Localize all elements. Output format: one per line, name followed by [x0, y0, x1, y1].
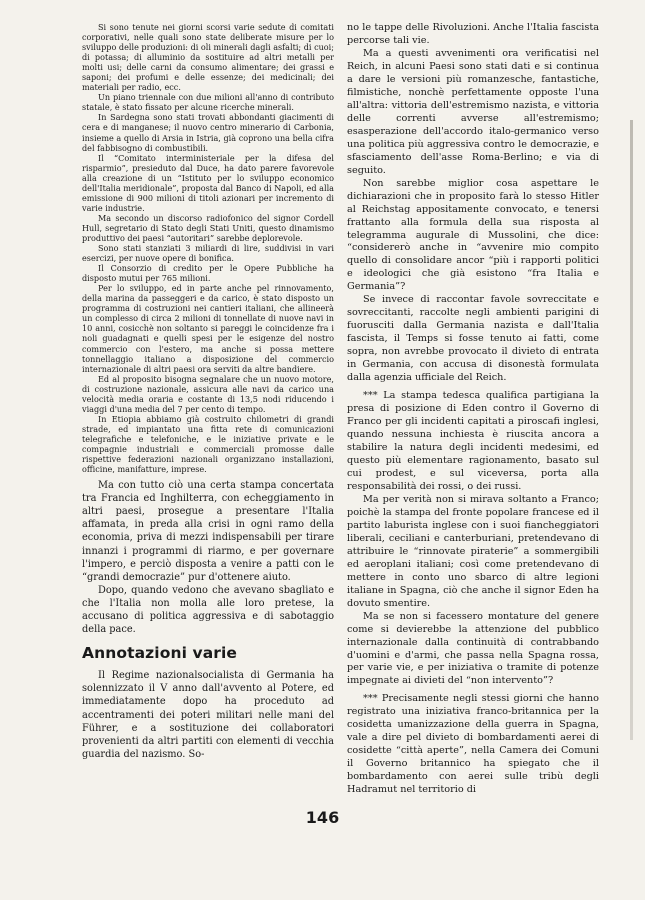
page-number: 146	[305, 808, 340, 827]
paragraph: *** Precisamente negli stessi giorni che hanno registrato una iniziativa franco-britannica per la cosidetta umanizzazione della guerra in Spagna, vale a dire pel divieto di bombardamenti aerei di cosidette “città aperte”, nella Camera dei Comuni il Governo britannico ha spiegato che il bombardamento con aerei sulle tribù degli Hadramut nel territorio di	[347, 693, 599, 796]
right-column	[347, 22, 599, 797]
paragraph: Ma con tutto ciò una certa stampa concertata tra Francia ed Inghilterra, con echeggiamento in altri paesi, prosegue a presentare l'Italia affamata, in preda alla crisi in ogni ramo della economia, priva di mezzi indispensabili per tirare innanzi i programmi di riarmo, e per governare l'impero, e perciò disposta a venire a patti con le “grandi democrazie” pur d'ottenere aiuto.	[82, 480, 334, 583]
paragraph: Sono stati stanziati 3 miliardi di lire, suddivisi in vari esercizi, per nuove opere di bonifica.	[82, 243, 334, 264]
paragraph: Ma se non si facessero montature del genere come si devierebbe la attenzione del pubblico internazionale dalla continuità di contrabbando d'uomini e d'armi, che passa nella Spagna rossa, per varie vie, e per iniziativa o tramite di potenze impegnate ai divieti del “non intervento”?	[347, 610, 599, 687]
paragraph: In Etiopia abbiamo già costruito chilometri di grandi strade, ed impiantato una fitta rete di comunicazioni telegrafiche e telefoniche, e le iniziative private e le compagnie industriali e commerciali promosse dalle rispettive federazioni nazionali organizzano installazioni, officine, manifatture, imprese.	[82, 413, 334, 475]
paragraph: In Sardegna sono stati trovati abbondanti giacimenti di cera e di manganese; il nuovo centro minerario di Carbonia, insieme a quello di Arsia in Istria, già coprono una bella cifra del fabbisogno di combustibili.	[82, 112, 334, 153]
left-column	[82, 22, 334, 761]
paragraph: Per lo sviluppo, ed in parte anche pel rinnovamento, della marina da passeggeri e da carico, è stato disposto un programma di costruzioni nei cantieri italiani, che allineerà un complesso di circa 2 milioni di tonnellate di nuove navi in 10 anni, cosicchè non soltanto si pareggi le coincidenze fra i noli guadagnati e quelli spesi per le esigenze del nostro commercio con l'estero, ma anche si possa mettere tonnellaggio italiano a disposizione del commercio internazionale di altri paesi ora serviti da altre bandiere.	[82, 283, 334, 374]
paragraph: Dopo, quando vedono che avevano sbagliato e che l'Italia non molla alle loro pretese, la accusano di politica aggressiva e di sabotaggio della pace.	[82, 584, 334, 636]
paragraph: Ma per verità non si mirava soltanto a Franco; poichè la stampa del fronte popolare francese ed il partito laburista inglese con i suoi fiancheggiatori liberali, ceciliani e canterburiani, pretendevano di attribuire le “rinnovate piraterie” a sommergibili ed aeroplani italiani; così come pretendevano di mettere in conto uno sbarco di altre legioni italiane in Spagna, ciò che anche il signor Eden ha dovuto smentire.	[347, 493, 599, 609]
paragraph: Si sono tenute nei giorni scorsi varie sedute di comitati corporativi, nelle quali sono state deliberate misure per lo sviluppo delle produzioni: di oli minerali dagli asfalti; di cuoi; di potassa; di alluminio da sostituire ad altri metalli per molti usi; delle carni da consumo alimentare; dei grassi e saponi; dei profumi e delle essenze; dei medicinali; dei materiali per radio, ecc.	[82, 22, 334, 93]
paragraph: *** La stampa tedesca qualifica partigiana la presa di posizione di Eden contro il Governo di Franco per gli incidenti capitati a piroscafi inglesi, quando nessuna inchiesta è riuscita ancora a stabilire la natura degli incidenti medesimi, ed questo più elementare ragionamento, basato sul cui prodest, e sul viceversa, porta alla responsabilità dei rossi, o dei russi.	[347, 390, 599, 492]
section-heading: Annotazioni varie	[82, 644, 238, 663]
paragraph: Un piano triennale con due milioni all'anno di contributo statale, è stato fissato per alcune ricerche minerali.	[82, 92, 334, 113]
paragraph: Se invece di raccontar favole sovreccitate e sovreccitanti, raccolte negli ambienti parigini di fuorusciti dalla Germania nazista e dall'Italia fascista, il Temps si fosse tenuto ai fatti, come sopra, non avrebbe provocato il divieto di entrata in Germania, con accusa di disonestà formulata dalla agenzia ufficiale del Reich.	[347, 294, 599, 384]
paragraph: Il “Comitato interministeriale per la difesa del risparmio”, presieduto dal Duce, ha dato parere favorevole alla creazione di un “Istituto per lo sviluppo economico dell'Italia meridionale”, proposta dal Banco di Napoli, ed alla emissione di 900 milioni di titoli azionari per incremento di varie industrie.	[82, 152, 334, 213]
scan-edge-divider	[630, 120, 633, 740]
paragraph: no le tappe delle Rivoluzioni. Anche l'Italia fascista percorse tali vie.	[347, 22, 599, 46]
paragraph: Il Regime nazionalsocialista di Germania ha solennizzato il V anno dall'avvento al Potere, ed immediatamente dopo ha proceduto ad accentramenti dei poteri militari nelle mani del Führer, e a sostituzione dei collaboratori provenienti da altri partiti con elementi di vecchia guardia del nazismo. So-	[82, 670, 334, 760]
paragraph: Ma a questi avvenimenti ora verificatisi nel Reich, in alcuni Paesi sono stati dati e si continua a dare le versioni più romanzesche, fantastiche, filmistiche, nonchè perfettamente opposte l'una all'altra: vittoria dell'estremismo nazista, e vittoria delle correnti avverse all'estremismo; esasperazione dell'accordo italo-germanico verso una politica più aggressiva contro le democrazie, e sfasciamento dell'asse Roma-Berlino; e via di seguito.	[347, 47, 599, 176]
paragraph: Non sarebbe miglior cosa aspettare le dichiarazioni che in proposito farà lo stesso Hitler al Reichstag appositamente convocato, e tenersi frattanto alla formula della sua risposta al telegramma augurale di Mussolini, che dice: “considererò anche in “avvenire mio compito quello di consolidare ancor “più i rapporti politici e ideologici che già esistono “fra Italia e Germania”?	[347, 177, 599, 293]
paragraph: Il Consorzio di credito per le Opere Pubbliche ha disposto mutui per 765 milioni.	[82, 263, 334, 284]
paragraph: Ma secondo un discorso radiofonico del signor Cordell Hull, segretario di Stato degli Stati Uniti, questo dinamismo produttivo dei paesi “autoritari” sarebbe deplorevole.	[82, 212, 334, 243]
paragraph: Ed al proposito bisogna segnalare che un nuovo motore, di costruzione nazionale, assicura alle navi da carico una velocità media oraria e costante di 13,5 nodi riducendo i viaggi d'una media del 7 per cento di tempo.	[82, 373, 334, 414]
